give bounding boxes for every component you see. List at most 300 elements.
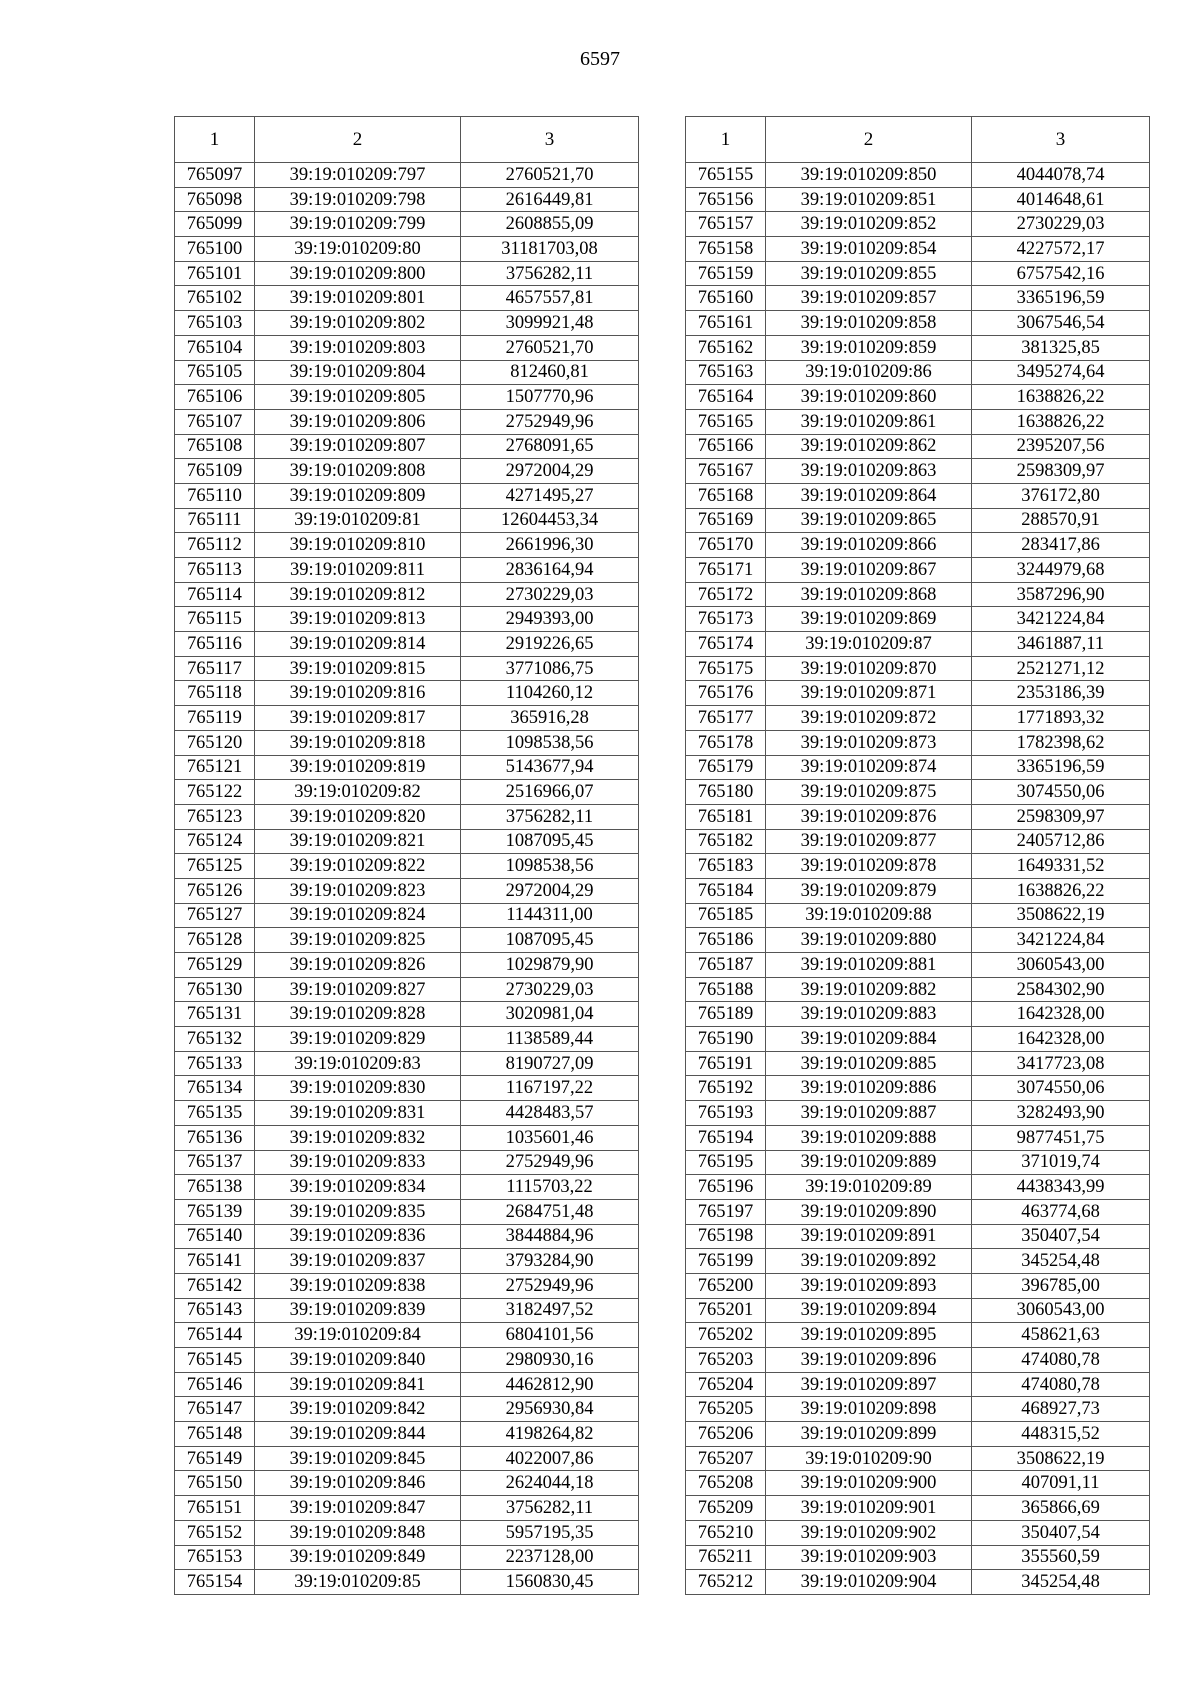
- cadastral-number-cell: 39:19:010209:844: [255, 1422, 461, 1447]
- row-number-cell: 765203: [686, 1348, 766, 1373]
- value-cell: 3060543,00: [972, 953, 1150, 978]
- value-cell: 3421224,84: [972, 607, 1150, 632]
- row-number-cell: 765140: [175, 1224, 255, 1249]
- cadastral-number-cell: 39:19:010209:828: [255, 1002, 461, 1027]
- table-row: [175, 829, 639, 854]
- table-row: [175, 1372, 639, 1397]
- row-number-cell: 765205: [686, 1397, 766, 1422]
- value-cell: 2972004,29: [461, 459, 639, 484]
- row-number-cell: 765106: [175, 385, 255, 410]
- value-cell: 376172,80: [972, 483, 1150, 508]
- value-cell: 2980930,16: [461, 1348, 639, 1373]
- cadastral-number-cell: 39:19:010209:879: [766, 878, 972, 903]
- cadastral-number-cell: 39:19:010209:803: [255, 335, 461, 360]
- cadastral-number-cell: 39:19:010209:872: [766, 706, 972, 731]
- cadastral-number-cell: 39:19:010209:820: [255, 804, 461, 829]
- cadastral-number-cell: 39:19:010209:875: [766, 780, 972, 805]
- table-row: [686, 1150, 1150, 1175]
- cadastral-number-cell: 39:19:010209:832: [255, 1125, 461, 1150]
- value-cell: 2661996,30: [461, 533, 639, 558]
- row-number-cell: 765185: [686, 903, 766, 928]
- cadastral-number-cell: 39:19:010209:903: [766, 1545, 972, 1570]
- value-cell: 3074550,06: [972, 780, 1150, 805]
- cadastral-number-cell: 39:19:010209:896: [766, 1348, 972, 1373]
- value-cell: 2616449,81: [461, 187, 639, 212]
- cadastral-number-cell: 39:19:010209:904: [766, 1570, 972, 1595]
- value-cell: 1638826,22: [972, 878, 1150, 903]
- row-number-cell: 765108: [175, 434, 255, 459]
- table-row: [175, 286, 639, 311]
- cadastral-number-cell: 39:19:010209:866: [766, 533, 972, 558]
- table-row: [175, 878, 639, 903]
- table-row: [175, 1397, 639, 1422]
- table-row: [686, 977, 1150, 1002]
- row-number-cell: 765123: [175, 804, 255, 829]
- value-cell: 2752949,96: [461, 1150, 639, 1175]
- row-number-cell: 765177: [686, 706, 766, 731]
- row-number-cell: 765198: [686, 1224, 766, 1249]
- value-cell: 4044078,74: [972, 163, 1150, 188]
- row-number-cell: 765137: [175, 1150, 255, 1175]
- row-number-cell: 765186: [686, 928, 766, 953]
- table-row: [686, 1175, 1150, 1200]
- cadastral-number-cell: 39:19:010209:822: [255, 854, 461, 879]
- cadastral-number-cell: 39:19:010209:839: [255, 1298, 461, 1323]
- value-cell: 1560830,45: [461, 1570, 639, 1595]
- header-row: [175, 117, 639, 163]
- value-cell: 371019,74: [972, 1150, 1150, 1175]
- row-number-cell: 765109: [175, 459, 255, 484]
- value-cell: 8190727,09: [461, 1051, 639, 1076]
- table-row: [686, 385, 1150, 410]
- row-number-cell: 765167: [686, 459, 766, 484]
- cadastral-number-cell: 39:19:010209:801: [255, 286, 461, 311]
- value-cell: 2972004,29: [461, 878, 639, 903]
- table-row: [686, 434, 1150, 459]
- table-row: [686, 1051, 1150, 1076]
- cadastral-number-cell: 39:19:010209:82: [255, 780, 461, 805]
- cadastral-number-cell: 39:19:010209:886: [766, 1076, 972, 1101]
- row-number-cell: 765154: [175, 1570, 255, 1595]
- value-cell: 3282493,90: [972, 1101, 1150, 1126]
- value-cell: 1638826,22: [972, 409, 1150, 434]
- value-cell: 4428483,57: [461, 1101, 639, 1126]
- cadastral-number-cell: 39:19:010209:838: [255, 1273, 461, 1298]
- row-number-cell: 765174: [686, 632, 766, 657]
- row-number-cell: 765150: [175, 1471, 255, 1496]
- table-row: [686, 928, 1150, 953]
- cadastral-number-cell: 39:19:010209:863: [766, 459, 972, 484]
- value-cell: 3421224,84: [972, 928, 1150, 953]
- cadastral-number-cell: 39:19:010209:806: [255, 409, 461, 434]
- table-row: [686, 1520, 1150, 1545]
- row-number-cell: 765191: [686, 1051, 766, 1076]
- value-cell: 1087095,45: [461, 928, 639, 953]
- row-number-cell: 765165: [686, 409, 766, 434]
- value-cell: 345254,48: [972, 1570, 1150, 1595]
- value-cell: 3508622,19: [972, 1446, 1150, 1471]
- table-row: [686, 1002, 1150, 1027]
- value-cell: 396785,00: [972, 1273, 1150, 1298]
- row-number-cell: 765128: [175, 928, 255, 953]
- row-number-cell: 765138: [175, 1175, 255, 1200]
- value-cell: 3771086,75: [461, 656, 639, 681]
- cadastral-number-cell: 39:19:010209:831: [255, 1101, 461, 1126]
- value-cell: 381325,85: [972, 335, 1150, 360]
- row-number-cell: 765187: [686, 953, 766, 978]
- table-row: [175, 681, 639, 706]
- value-cell: 3020981,04: [461, 1002, 639, 1027]
- value-cell: 2956930,84: [461, 1397, 639, 1422]
- row-number-cell: 765136: [175, 1125, 255, 1150]
- table-row: [175, 706, 639, 731]
- row-number-cell: 765189: [686, 1002, 766, 1027]
- table-row: [686, 1570, 1150, 1595]
- value-cell: 1638826,22: [972, 385, 1150, 410]
- row-number-cell: 765101: [175, 261, 255, 286]
- cadastral-number-cell: 39:19:010209:846: [255, 1471, 461, 1496]
- row-number-cell: 765208: [686, 1471, 766, 1496]
- cadastral-number-cell: 39:19:010209:885: [766, 1051, 972, 1076]
- table-row: [686, 360, 1150, 385]
- cadastral-number-cell: 39:19:010209:85: [255, 1570, 461, 1595]
- row-number-cell: 765181: [686, 804, 766, 829]
- table-row: [175, 854, 639, 879]
- cadastral-number-cell: 39:19:010209:899: [766, 1422, 972, 1447]
- value-cell: 3067546,54: [972, 311, 1150, 336]
- row-number-cell: 765125: [175, 854, 255, 879]
- value-cell: 3756282,11: [461, 1496, 639, 1521]
- value-cell: 2752949,96: [461, 409, 639, 434]
- row-number-cell: 765153: [175, 1545, 255, 1570]
- cadastral-number-cell: 39:19:010209:865: [766, 508, 972, 533]
- value-cell: 2760521,70: [461, 335, 639, 360]
- row-number-cell: 765102: [175, 286, 255, 311]
- table-row: [686, 335, 1150, 360]
- table-row: [175, 755, 639, 780]
- cadastral-number-cell: 39:19:010209:871: [766, 681, 972, 706]
- table-row: [175, 1051, 639, 1076]
- row-number-cell: 765199: [686, 1249, 766, 1274]
- left-table-body: [175, 163, 639, 1595]
- row-number-cell: 765160: [686, 286, 766, 311]
- table-row: [175, 582, 639, 607]
- table-row: [175, 1076, 639, 1101]
- cadastral-number-cell: 39:19:010209:851: [766, 187, 972, 212]
- table-row: [175, 360, 639, 385]
- row-number-cell: 765105: [175, 360, 255, 385]
- row-number-cell: 765179: [686, 755, 766, 780]
- value-cell: 1144311,00: [461, 903, 639, 928]
- table-row: [175, 928, 639, 953]
- row-number-cell: 765172: [686, 582, 766, 607]
- page-number: 6597: [580, 48, 620, 70]
- value-cell: 474080,78: [972, 1348, 1150, 1373]
- cadastral-number-cell: 39:19:010209:800: [255, 261, 461, 286]
- value-cell: 2395207,56: [972, 434, 1150, 459]
- value-cell: 1642328,00: [972, 1027, 1150, 1052]
- value-cell: 2584302,90: [972, 977, 1150, 1002]
- table-row: [686, 1101, 1150, 1126]
- table-row: [175, 261, 639, 286]
- table-row: [686, 730, 1150, 755]
- table-row: [686, 286, 1150, 311]
- value-cell: 288570,91: [972, 508, 1150, 533]
- row-number-cell: 765126: [175, 878, 255, 903]
- cadastral-number-cell: 39:19:010209:876: [766, 804, 972, 829]
- cadastral-number-cell: 39:19:010209:817: [255, 706, 461, 731]
- value-cell: 2598309,97: [972, 459, 1150, 484]
- cadastral-number-cell: 39:19:010209:841: [255, 1372, 461, 1397]
- table-row: [686, 261, 1150, 286]
- table-row: [175, 1273, 639, 1298]
- cadastral-number-cell: 39:19:010209:849: [255, 1545, 461, 1570]
- value-cell: 2730229,03: [972, 212, 1150, 237]
- table-row: [686, 1348, 1150, 1373]
- table-row: [686, 1224, 1150, 1249]
- cadastral-number-cell: 39:19:010209:88: [766, 903, 972, 928]
- row-number-cell: 765175: [686, 656, 766, 681]
- cadastral-number-cell: 39:19:010209:809: [255, 483, 461, 508]
- table-row: [686, 1249, 1150, 1274]
- row-number-cell: 765133: [175, 1051, 255, 1076]
- cadastral-number-cell: 39:19:010209:808: [255, 459, 461, 484]
- right-table-header: [686, 117, 1150, 163]
- value-cell: 355560,59: [972, 1545, 1150, 1570]
- table-row: [686, 1273, 1150, 1298]
- cadastral-number-cell: 39:19:010209:860: [766, 385, 972, 410]
- table-row: [175, 311, 639, 336]
- value-cell: 345254,48: [972, 1249, 1150, 1274]
- cadastral-number-cell: 39:19:010209:858: [766, 311, 972, 336]
- table-row: [686, 163, 1150, 188]
- row-number-cell: 765193: [686, 1101, 766, 1126]
- row-number-cell: 765145: [175, 1348, 255, 1373]
- cadastral-number-cell: 39:19:010209:850: [766, 163, 972, 188]
- header-row: [686, 117, 1150, 163]
- cadastral-number-cell: 39:19:010209:884: [766, 1027, 972, 1052]
- value-cell: 2608855,09: [461, 212, 639, 237]
- table-row: [175, 1249, 639, 1274]
- row-number-cell: 765117: [175, 656, 255, 681]
- table-row: [686, 829, 1150, 854]
- value-cell: 1649331,52: [972, 854, 1150, 879]
- cadastral-number-cell: 39:19:010209:892: [766, 1249, 972, 1274]
- left-table-header: [175, 117, 639, 163]
- row-number-cell: 765209: [686, 1496, 766, 1521]
- row-number-cell: 765121: [175, 755, 255, 780]
- table-row: [686, 1076, 1150, 1101]
- table-row: [175, 1175, 639, 1200]
- table-row: [175, 237, 639, 262]
- row-number-cell: 765120: [175, 730, 255, 755]
- value-cell: 812460,81: [461, 360, 639, 385]
- cadastral-number-cell: 39:19:010209:895: [766, 1323, 972, 1348]
- table-row: [175, 1520, 639, 1545]
- table-row: [686, 1471, 1150, 1496]
- column-header-value: 3: [461, 117, 639, 163]
- row-number-cell: 765122: [175, 780, 255, 805]
- row-number-cell: 765161: [686, 311, 766, 336]
- cadastral-number-cell: 39:19:010209:807: [255, 434, 461, 459]
- table-row: [686, 706, 1150, 731]
- cadastral-number-cell: 39:19:010209:842: [255, 1397, 461, 1422]
- table-row: [175, 1125, 639, 1150]
- table-row: [686, 903, 1150, 928]
- cadastral-number-cell: 39:19:010209:852: [766, 212, 972, 237]
- cadastral-number-cell: 39:19:010209:804: [255, 360, 461, 385]
- table-row: [175, 1002, 639, 1027]
- value-cell: 2730229,03: [461, 977, 639, 1002]
- row-number-cell: 765147: [175, 1397, 255, 1422]
- value-cell: 1035601,46: [461, 1125, 639, 1150]
- value-cell: 3365196,59: [972, 755, 1150, 780]
- table-row: [686, 311, 1150, 336]
- table-row: [686, 1298, 1150, 1323]
- row-number-cell: 765173: [686, 607, 766, 632]
- row-number-cell: 765130: [175, 977, 255, 1002]
- cadastral-number-cell: 39:19:010209:89: [766, 1175, 972, 1200]
- row-number-cell: 765132: [175, 1027, 255, 1052]
- value-cell: 2949393,00: [461, 607, 639, 632]
- cadastral-number-cell: 39:19:010209:902: [766, 1520, 972, 1545]
- row-number-cell: 765119: [175, 706, 255, 731]
- cadastral-number-cell: 39:19:010209:802: [255, 311, 461, 336]
- row-number-cell: 765183: [686, 854, 766, 879]
- table-row: [175, 1323, 639, 1348]
- cadastral-number-cell: 39:19:010209:815: [255, 656, 461, 681]
- row-number-cell: 765141: [175, 1249, 255, 1274]
- value-cell: 365916,28: [461, 706, 639, 731]
- value-cell: 2730229,03: [461, 582, 639, 607]
- table-row: [686, 1397, 1150, 1422]
- table-row: [175, 434, 639, 459]
- row-number-cell: 765129: [175, 953, 255, 978]
- table-row: [175, 1545, 639, 1570]
- column-header-value: 3: [972, 117, 1150, 163]
- value-cell: 3793284,90: [461, 1249, 639, 1274]
- value-cell: 6804101,56: [461, 1323, 639, 1348]
- value-cell: 31181703,08: [461, 237, 639, 262]
- value-cell: 407091,11: [972, 1471, 1150, 1496]
- cadastral-number-cell: 39:19:010209:868: [766, 582, 972, 607]
- value-cell: 9877451,75: [972, 1125, 1150, 1150]
- table-row: [175, 607, 639, 632]
- value-cell: 4227572,17: [972, 237, 1150, 262]
- row-number-cell: 765182: [686, 829, 766, 854]
- table-row: [686, 409, 1150, 434]
- value-cell: 2405712,86: [972, 829, 1150, 854]
- cadastral-number-cell: 39:19:010209:834: [255, 1175, 461, 1200]
- row-number-cell: 765166: [686, 434, 766, 459]
- table-row: [686, 533, 1150, 558]
- table-row: [686, 1199, 1150, 1224]
- row-number-cell: 765210: [686, 1520, 766, 1545]
- value-cell: 1771893,32: [972, 706, 1150, 731]
- row-number-cell: 765180: [686, 780, 766, 805]
- cadastral-number-cell: 39:19:010209:870: [766, 656, 972, 681]
- table-row: [686, 1545, 1150, 1570]
- row-number-cell: 765134: [175, 1076, 255, 1101]
- cadastral-number-cell: 39:19:010209:799: [255, 212, 461, 237]
- table-row: [686, 607, 1150, 632]
- cadastral-number-cell: 39:19:010209:798: [255, 187, 461, 212]
- value-cell: 2624044,18: [461, 1471, 639, 1496]
- value-cell: 5957195,35: [461, 1520, 639, 1545]
- row-number-cell: 765157: [686, 212, 766, 237]
- table-row: [686, 1027, 1150, 1052]
- table-row: [686, 755, 1150, 780]
- cadastral-number-cell: 39:19:010209:797: [255, 163, 461, 188]
- table-row: [175, 163, 639, 188]
- cadastral-number-cell: 39:19:010209:813: [255, 607, 461, 632]
- value-cell: 4438343,99: [972, 1175, 1150, 1200]
- value-cell: 3074550,06: [972, 1076, 1150, 1101]
- cadastral-number-cell: 39:19:010209:864: [766, 483, 972, 508]
- table-row: [686, 558, 1150, 583]
- value-cell: 3417723,08: [972, 1051, 1150, 1076]
- table-row: [175, 953, 639, 978]
- table-row: [175, 656, 639, 681]
- table-row: [175, 187, 639, 212]
- value-cell: 474080,78: [972, 1372, 1150, 1397]
- left-register-table: [174, 116, 639, 1595]
- cadastral-number-cell: 39:19:010209:880: [766, 928, 972, 953]
- row-number-cell: 765204: [686, 1372, 766, 1397]
- value-cell: 2237128,00: [461, 1545, 639, 1570]
- table-row: [686, 656, 1150, 681]
- value-cell: 2768091,65: [461, 434, 639, 459]
- value-cell: 1098538,56: [461, 730, 639, 755]
- table-row: [175, 1199, 639, 1224]
- table-row: [175, 780, 639, 805]
- cadastral-number-cell: 39:19:010209:805: [255, 385, 461, 410]
- row-number-cell: 765159: [686, 261, 766, 286]
- cadastral-number-cell: 39:19:010209:814: [255, 632, 461, 657]
- table-row: [175, 977, 639, 1002]
- table-row: [686, 459, 1150, 484]
- cadastral-number-cell: 39:19:010209:889: [766, 1150, 972, 1175]
- value-cell: 2684751,48: [461, 1199, 639, 1224]
- cadastral-number-cell: 39:19:010209:810: [255, 533, 461, 558]
- cadastral-number-cell: 39:19:010209:874: [766, 755, 972, 780]
- cadastral-number-cell: 39:19:010209:854: [766, 237, 972, 262]
- cadastral-number-cell: 39:19:010209:901: [766, 1496, 972, 1521]
- table-row: [175, 1150, 639, 1175]
- cadastral-number-cell: 39:19:010209:83: [255, 1051, 461, 1076]
- value-cell: 1087095,45: [461, 829, 639, 854]
- cadastral-number-cell: 39:19:010209:867: [766, 558, 972, 583]
- row-number-cell: 765100: [175, 237, 255, 262]
- value-cell: 4462812,90: [461, 1372, 639, 1397]
- row-number-cell: 765144: [175, 1323, 255, 1348]
- row-number-cell: 765176: [686, 681, 766, 706]
- table-row: [686, 1323, 1150, 1348]
- table-row: [686, 1422, 1150, 1447]
- table-row: [686, 483, 1150, 508]
- cadastral-number-cell: 39:19:010209:833: [255, 1150, 461, 1175]
- row-number-cell: 765158: [686, 237, 766, 262]
- row-number-cell: 765103: [175, 311, 255, 336]
- row-number-cell: 765118: [175, 681, 255, 706]
- row-number-cell: 765124: [175, 829, 255, 854]
- value-cell: 350407,54: [972, 1224, 1150, 1249]
- row-number-cell: 765156: [686, 187, 766, 212]
- table-row: [686, 854, 1150, 879]
- table-row: [686, 1446, 1150, 1471]
- cadastral-number-cell: 39:19:010209:812: [255, 582, 461, 607]
- table-row: [175, 335, 639, 360]
